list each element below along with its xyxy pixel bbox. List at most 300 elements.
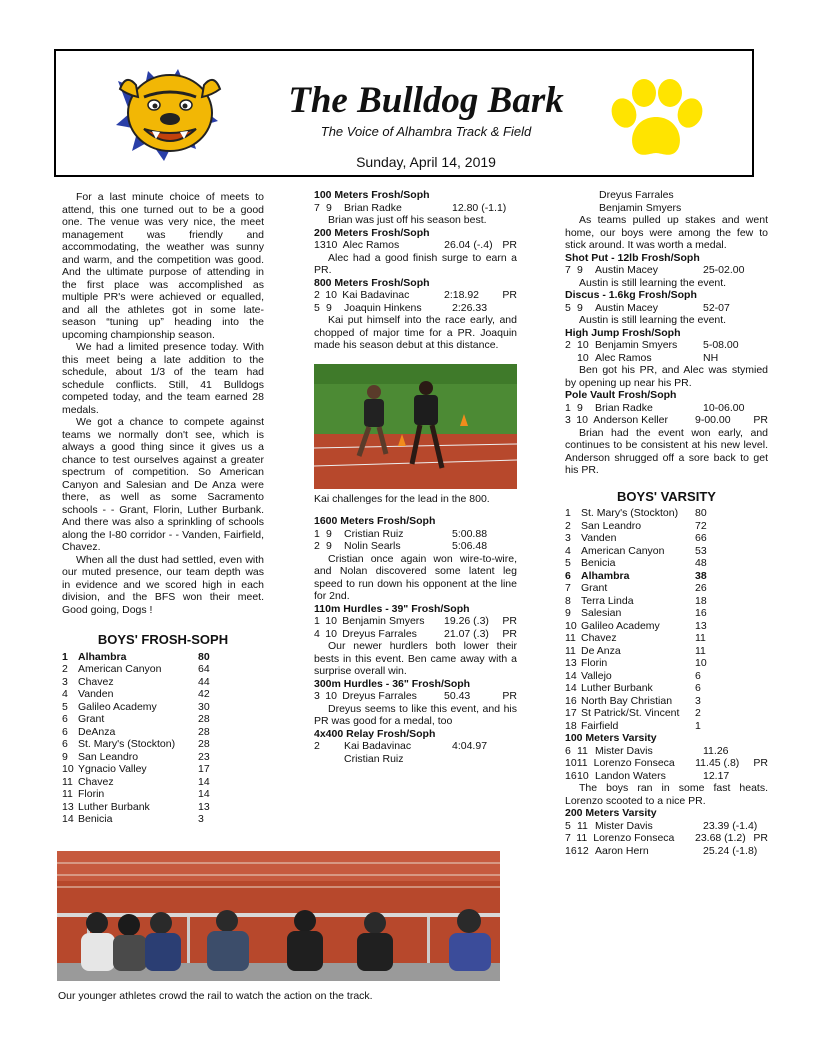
result-mark: 12.17 bbox=[703, 769, 730, 782]
standings-school: Luther Burbank bbox=[581, 682, 653, 694]
standings-points: 3 bbox=[695, 694, 701, 707]
standings-points: 6 bbox=[695, 669, 701, 682]
result-pr-flag: PR bbox=[753, 832, 768, 844]
result-athlete: Brian Radke bbox=[344, 201, 402, 214]
standings-rank: 8 bbox=[565, 594, 571, 607]
result-grade: 9 bbox=[577, 401, 583, 414]
standings-points: 26 bbox=[695, 582, 707, 594]
standings-school: San Leandro bbox=[581, 519, 642, 532]
standings-points: 3 bbox=[198, 813, 204, 825]
standings-points: 80 bbox=[198, 650, 210, 663]
standings-row bbox=[62, 788, 264, 801]
standings-rank: 7 bbox=[565, 582, 571, 594]
result-place: 7 bbox=[314, 201, 320, 214]
standings-school: Alhambra bbox=[78, 650, 127, 663]
spectators-photo-caption: Our younger athletes crowd the rail to watch the action on the track. bbox=[58, 990, 373, 1002]
result-mark bbox=[452, 753, 514, 766]
result-mark: 26.04 (-.4) bbox=[444, 239, 493, 251]
result-grade bbox=[326, 740, 344, 753]
standings-rank: 17 bbox=[565, 707, 577, 719]
result-grade: 10 bbox=[325, 289, 337, 301]
result-row bbox=[314, 628, 517, 641]
result-athlete: Alec Ramos bbox=[595, 351, 652, 364]
result-mark: 50.43 bbox=[443, 690, 471, 702]
result-grade: 10 bbox=[577, 351, 589, 364]
result-row bbox=[565, 845, 768, 858]
column-2 bbox=[314, 189, 517, 765]
event-200m-frosh-soph bbox=[314, 227, 517, 277]
event-800m-frosh-soph bbox=[314, 277, 517, 352]
standings-school: American Canyon bbox=[78, 663, 162, 675]
result-row bbox=[314, 540, 517, 553]
standings-points: 30 bbox=[198, 700, 210, 713]
result-athlete: Lorenzo Fonseca bbox=[593, 832, 675, 844]
standings-school: Fairfield bbox=[581, 719, 619, 732]
article-paragraph: When all the dust had settled, even with our muted presence, our team depth was in evidence and we scored high in each division, and the BFS won their meet. Good going, Dogs ! bbox=[62, 553, 264, 616]
result-athlete: Dreyus Farrales bbox=[342, 627, 417, 640]
standings-school: Florin bbox=[581, 657, 608, 669]
result-row bbox=[565, 757, 768, 770]
standings-points: 28 bbox=[198, 738, 210, 750]
standings-points: 72 bbox=[695, 519, 707, 532]
event-comment: Our newer hurdlers both lower their bests in this event. Ben came away with a surprise overall win. bbox=[314, 640, 517, 677]
standings-school: St Patrick/St. Vincent bbox=[581, 707, 680, 719]
standings-points: 23 bbox=[198, 750, 210, 763]
standings-school: De Anza bbox=[581, 644, 621, 657]
result-place: 1 bbox=[314, 615, 320, 627]
result-row bbox=[565, 264, 768, 277]
result-athlete: Mister Davis bbox=[595, 819, 653, 832]
standings-row bbox=[62, 738, 264, 751]
result-place: 5 bbox=[314, 301, 320, 314]
result-place: 1 bbox=[314, 527, 320, 540]
event-title: Discus - 1.6kg Frosh/Soph bbox=[565, 289, 697, 301]
standings-school: American Canyon bbox=[581, 544, 665, 557]
standings-school: North Bay Christian bbox=[581, 694, 673, 707]
standings-rank: 2 bbox=[62, 663, 68, 675]
result-athlete: Nolin Searls bbox=[344, 540, 401, 552]
standings-school: DeAnza bbox=[78, 725, 116, 738]
event-title: Shot Put - 12lb Frosh/Soph bbox=[565, 251, 700, 264]
standings-row bbox=[62, 651, 264, 664]
result-row bbox=[314, 239, 517, 252]
result-grade: 10 bbox=[577, 339, 589, 351]
standings-row bbox=[62, 726, 264, 739]
result-place: 7 bbox=[565, 832, 571, 844]
result-mark: 21.07 (.3) bbox=[443, 627, 489, 640]
race-photo-image bbox=[314, 364, 517, 489]
standings-row bbox=[62, 713, 264, 726]
result-row bbox=[565, 745, 768, 758]
standings-school: Alhambra bbox=[581, 569, 630, 582]
relay-name: Benjamin Smyers bbox=[599, 201, 682, 214]
standings-rank: 1 bbox=[62, 650, 68, 663]
result-pr-flag: PR bbox=[502, 690, 517, 702]
result-row bbox=[314, 740, 517, 753]
standings-row bbox=[565, 720, 768, 733]
result-grade: 9 bbox=[326, 301, 332, 314]
standings-points: 17 bbox=[198, 763, 210, 775]
result-place: 3 bbox=[565, 414, 571, 426]
standings-row bbox=[565, 532, 768, 545]
event-title: High Jump Frosh/Soph bbox=[565, 326, 681, 339]
standings-row bbox=[565, 670, 768, 683]
race-photo bbox=[314, 364, 517, 489]
result-athlete: Landon Waters bbox=[595, 769, 666, 782]
standings-points: 13 bbox=[695, 619, 707, 632]
standings-row bbox=[62, 751, 264, 764]
result-athlete: Benjamin Smyers bbox=[342, 615, 425, 627]
result-grade: 11 bbox=[576, 757, 588, 769]
result-mark: 25.24 (-1.8) bbox=[703, 844, 758, 857]
standings-points: 11 bbox=[695, 644, 706, 657]
article-paragraph: For a last minute choice of meets to attend, this one turned out to be a good one. The venue was very nice, the meet management was friendly and accommodating, the weather was sunny and warm, and the competition was good. And the ultimate purpose of attending in the first place was accomplished as multiple PR's were achieved or equalled, and all the athletes got in some late-season “tuning up” heading into the upcoming championship season. bbox=[62, 191, 264, 341]
standings-points: 80 bbox=[695, 507, 707, 519]
standings-school: St. Mary's (Stockton) bbox=[78, 738, 176, 750]
event-comment: Alec had a good finish surge to earn a PR. bbox=[314, 251, 517, 276]
standings-points: 66 bbox=[695, 532, 707, 544]
standings-row bbox=[565, 545, 768, 558]
result-pr-flag: PR bbox=[753, 414, 768, 426]
standings-rank: 11 bbox=[62, 788, 73, 800]
standings-rank: 11 bbox=[62, 775, 73, 788]
spectators-photo-image bbox=[57, 851, 500, 981]
result-row bbox=[565, 402, 768, 415]
standings-rank: 16 bbox=[565, 694, 577, 707]
standings-rank: 3 bbox=[565, 532, 571, 544]
standings-school: San Leandro bbox=[78, 750, 139, 763]
standings-points: 42 bbox=[198, 688, 210, 700]
standings-school: Chavez bbox=[78, 775, 114, 788]
result-grade: 9 bbox=[326, 527, 332, 540]
standings-school: Florin bbox=[78, 788, 105, 800]
standings-rank: 11 bbox=[565, 644, 576, 657]
result-athlete: Kai Badavinac bbox=[344, 740, 412, 752]
event-comment: Cristian once again won wire-to-wire, and Nolan discovered some latent leg speed to run down his opponent at the line for 2nd. bbox=[314, 552, 517, 602]
standings-rank: 18 bbox=[565, 719, 577, 732]
standings-school: Grant bbox=[581, 582, 608, 594]
result-mark: 25-02.00 bbox=[703, 264, 745, 276]
event-title: 1600 Meters Frosh/Soph bbox=[314, 515, 436, 527]
event-comment: Austin is still learning the event. bbox=[579, 314, 727, 326]
result-grade: 9 bbox=[577, 301, 583, 314]
result-place: 7 bbox=[565, 264, 571, 276]
paw-print-icon bbox=[606, 79, 706, 161]
column-1 bbox=[62, 191, 264, 826]
result-row bbox=[314, 202, 517, 215]
result-grade: 12 bbox=[577, 844, 589, 857]
event-300m-hurdles-frosh-soph bbox=[314, 678, 517, 728]
result-mark: 52-07 bbox=[703, 301, 730, 314]
standings-points: 16 bbox=[695, 607, 707, 619]
result-grade: 10 bbox=[325, 627, 337, 640]
standings-row bbox=[62, 776, 264, 789]
event-discus-frosh-soph bbox=[565, 289, 768, 327]
result-row bbox=[565, 352, 768, 365]
result-athlete: Austin Macey bbox=[595, 301, 659, 314]
result-row bbox=[565, 820, 768, 833]
result-grade bbox=[326, 753, 344, 766]
standings-school: St. Mary's (Stockton) bbox=[581, 507, 679, 519]
masthead bbox=[54, 49, 754, 177]
result-mark: NH bbox=[703, 351, 719, 364]
standings-school: Chavez bbox=[581, 632, 617, 644]
standings-points: 28 bbox=[198, 725, 210, 738]
standings-points: 1 bbox=[695, 719, 701, 732]
standings-rank: 14 bbox=[62, 813, 74, 825]
standings-rank: 14 bbox=[565, 682, 577, 694]
result-grade: 10 bbox=[577, 769, 589, 782]
result-mark: 10-06.00 bbox=[703, 401, 745, 414]
result-place bbox=[565, 352, 577, 365]
result-pr-flag: PR bbox=[502, 615, 517, 627]
result-mark: 11.26 bbox=[703, 744, 729, 757]
newsletter-subtitle: The Voice of Alhambra Track & Field bbox=[320, 124, 532, 139]
standings-school: Chavez bbox=[78, 675, 114, 688]
result-athlete: Mister Davis bbox=[595, 744, 653, 757]
standings-rank: 5 bbox=[565, 557, 571, 569]
result-mark: 5-08.00 bbox=[703, 339, 739, 351]
event-comment: Brian was just off his season best. bbox=[328, 214, 487, 226]
standings-rank: 10 bbox=[62, 763, 74, 775]
result-athlete: Benjamin Smyers bbox=[595, 339, 678, 351]
standings-row bbox=[62, 763, 264, 776]
standings-school: Luther Burbank bbox=[78, 800, 150, 813]
result-row bbox=[314, 528, 517, 541]
result-pr-flag: PR bbox=[502, 239, 517, 251]
result-place: 2 bbox=[314, 289, 320, 301]
standings-row bbox=[565, 632, 768, 645]
event-comment: The boys ran in some fast heats. Lorenzo scooted to a nice PR. bbox=[565, 782, 768, 807]
standings-school: Benicia bbox=[581, 557, 616, 569]
standings-points: 13 bbox=[198, 800, 210, 813]
frosh-soph-standings-heading: BOYS' FROSH-SOPH bbox=[97, 632, 229, 647]
event-comment: Austin is still learning the event. bbox=[579, 276, 727, 289]
standings-rank: 5 bbox=[62, 700, 68, 713]
event-title: Pole Vault Frosh/Soph bbox=[565, 389, 677, 401]
result-row bbox=[565, 414, 768, 427]
result-row bbox=[314, 289, 517, 302]
standings-school: Galileo Academy bbox=[581, 619, 660, 632]
standings-school: Terra Linda bbox=[581, 594, 634, 607]
standings-rank: 13 bbox=[62, 800, 74, 813]
event-comment: Brian had the event won early, and continues to be consistent at his new level. Anderson shrugged off a sore back to get his PR. bbox=[565, 426, 768, 476]
standings-points: 18 bbox=[695, 594, 707, 607]
standings-row bbox=[62, 663, 264, 676]
event-title: 300m Hurdles - 36" Frosh/Soph bbox=[314, 677, 471, 690]
result-mark: 4:04.97 bbox=[452, 740, 488, 752]
event-1600m-frosh-soph bbox=[314, 515, 517, 603]
result-mark: 9-00.00 bbox=[694, 414, 731, 426]
event-4x400-relay-frosh-soph bbox=[314, 728, 517, 766]
frosh-soph-standings-table bbox=[62, 651, 264, 826]
issue-date: Sunday, April 14, 2019 bbox=[356, 154, 496, 170]
event-comment: Kai put himself into the race early, and chopped of major time for a PR. Joaquin made his season debut at this distance. bbox=[314, 314, 517, 351]
result-mark: 23.39 (-1.4) bbox=[703, 819, 758, 832]
standings-row bbox=[565, 695, 768, 708]
standings-points: 11 bbox=[695, 632, 706, 644]
event-comment: Dreyus seems to like this event, and his PR was good for a medal, too bbox=[314, 702, 517, 727]
relay-comment: As teams pulled up stakes and went home, our boys were among the few to stick around. It was worth a medal. bbox=[565, 214, 768, 251]
standings-school: Vanden bbox=[78, 688, 114, 700]
result-place bbox=[314, 753, 326, 766]
standings-row bbox=[62, 813, 264, 826]
spectators-photo bbox=[57, 851, 500, 981]
article-paragraph: We had a limited presence today. With this meet being a late addition to the schedule, about 1/3 of the team had schedule conflicts. Still, 41 Bulldogs competed today, and the team earned 28 medals. bbox=[62, 341, 264, 416]
standings-points: 28 bbox=[198, 713, 210, 725]
result-place: 13 bbox=[314, 239, 326, 251]
standings-rank: 9 bbox=[565, 607, 571, 619]
standings-points: 64 bbox=[198, 663, 210, 675]
standings-school: Vanden bbox=[581, 532, 617, 544]
result-grade: 9 bbox=[326, 540, 332, 552]
standings-school: Ygnacio Valley bbox=[78, 763, 147, 775]
result-mark: 12.80 (-1.1) bbox=[452, 201, 507, 214]
event-shot-put-frosh-soph bbox=[565, 252, 768, 290]
event-100m-frosh-soph bbox=[314, 189, 517, 227]
standings-points: 10 bbox=[695, 657, 707, 669]
event-110m-hurdles-frosh-soph bbox=[314, 603, 517, 678]
standings-row bbox=[565, 595, 768, 608]
result-athlete: Cristian Ruiz bbox=[344, 527, 404, 540]
standings-row bbox=[565, 582, 768, 595]
result-pr-flag: PR bbox=[502, 289, 517, 301]
article-paragraph: We got a chance to compete against teams we normally don't see, which is always a good thing since it gives us a chance to test ourselves against a greater spectrum of competition. So American Canyon and Salesian and De Anza were there, as well as some Sacramento schools - - Grant, Florin, Luther Burbank. And there was also a sprinkling of schools along the I-80 corridor - - Vanden, Fairfield, Chavez. bbox=[62, 416, 264, 553]
result-athlete: Cristian Ruiz bbox=[344, 752, 404, 765]
standings-row bbox=[565, 520, 768, 533]
event-title: 200 Meters Varsity bbox=[565, 807, 657, 819]
standings-row bbox=[565, 507, 768, 520]
result-place: 16 bbox=[565, 769, 577, 782]
result-row bbox=[565, 770, 768, 783]
standings-rank: 6 bbox=[62, 725, 68, 738]
result-place: 2 bbox=[314, 540, 320, 552]
standings-row bbox=[565, 657, 768, 670]
standings-school: Benicia bbox=[78, 813, 113, 825]
standings-row bbox=[62, 701, 264, 714]
standings-row bbox=[565, 557, 768, 570]
result-athlete: Kai Badavinac bbox=[342, 289, 410, 301]
result-athlete: Anderson Keller bbox=[593, 414, 668, 426]
result-place: 3 bbox=[314, 690, 320, 702]
standings-row bbox=[62, 676, 264, 689]
standings-row bbox=[565, 570, 768, 583]
result-athlete: Brian Radke bbox=[595, 401, 653, 414]
result-pr-flag: PR bbox=[502, 627, 517, 640]
result-row bbox=[565, 302, 768, 315]
result-grade: 10 bbox=[325, 690, 337, 702]
standings-points: 44 bbox=[198, 675, 210, 688]
standings-rank: 14 bbox=[565, 669, 577, 682]
result-grade: 11 bbox=[577, 819, 588, 832]
event-title: 800 Meters Frosh/Soph bbox=[314, 276, 430, 289]
result-athlete: Austin Macey bbox=[595, 264, 659, 276]
race-photo-caption: Kai challenges for the lead in the 800. bbox=[314, 492, 490, 505]
result-row bbox=[314, 753, 517, 766]
result-place: 5 bbox=[565, 301, 571, 314]
standings-rank: 4 bbox=[62, 688, 68, 700]
result-place: 5 bbox=[565, 819, 571, 832]
standings-rank: 1 bbox=[565, 507, 571, 519]
standings-points: 48 bbox=[695, 557, 707, 569]
result-mark: 5:00.88 bbox=[452, 527, 488, 540]
event-title: 100 Meters Varsity bbox=[565, 732, 657, 744]
standings-row bbox=[565, 682, 768, 695]
standings-row bbox=[565, 620, 768, 633]
result-grade: 10 bbox=[576, 414, 588, 426]
result-grade: 10 bbox=[325, 615, 337, 627]
result-mark: 19.26 (.3) bbox=[443, 615, 489, 627]
varsity-standings-table bbox=[565, 507, 768, 732]
result-mark: 2:18.92 bbox=[443, 289, 480, 301]
standings-rank: 4 bbox=[565, 544, 571, 557]
result-row bbox=[314, 690, 517, 703]
standings-school: Salesian bbox=[581, 607, 622, 619]
result-grade: 11 bbox=[576, 832, 588, 844]
result-mark: 5:06.48 bbox=[452, 540, 488, 552]
result-grade: 11 bbox=[577, 744, 588, 757]
standings-points: 53 bbox=[695, 544, 707, 557]
relay-name: Dreyus Farrales bbox=[599, 189, 674, 201]
result-mark: 23.68 (1.2) bbox=[694, 832, 746, 844]
event-title: 100 Meters Frosh/Soph bbox=[314, 189, 430, 201]
result-row bbox=[314, 615, 517, 628]
standings-row bbox=[565, 707, 768, 720]
event-200m-varsity bbox=[565, 807, 768, 857]
event-100m-varsity bbox=[565, 732, 768, 807]
standings-points: 14 bbox=[198, 775, 210, 788]
result-place: 2 bbox=[565, 339, 571, 351]
result-place: 2 bbox=[314, 740, 320, 752]
standings-row bbox=[565, 607, 768, 620]
event-comment: Ben got his PR, and Alec was stymied by opening up near his PR. bbox=[565, 364, 768, 389]
standings-points: 14 bbox=[198, 788, 210, 800]
result-place: 16 bbox=[565, 844, 577, 857]
result-grade: 9 bbox=[577, 264, 583, 276]
standings-points: 38 bbox=[695, 569, 707, 582]
standings-rank: 6 bbox=[565, 569, 571, 582]
standings-rank: 3 bbox=[62, 675, 68, 688]
result-athlete: Aaron Hern bbox=[595, 844, 649, 857]
standings-rank: 2 bbox=[565, 519, 571, 532]
result-place: 1 bbox=[565, 401, 571, 414]
event-high-jump-frosh-soph bbox=[565, 327, 768, 390]
standings-school: Galileo Academy bbox=[78, 700, 157, 713]
column-3 bbox=[565, 189, 768, 857]
result-athlete: Joaquin Hinkens bbox=[344, 301, 422, 314]
standings-rank: 6 bbox=[62, 738, 68, 750]
result-athlete: Alec Ramos bbox=[342, 239, 400, 251]
result-grade: 9 bbox=[326, 201, 332, 214]
result-row bbox=[565, 339, 768, 352]
standings-rank: 13 bbox=[565, 657, 577, 669]
standings-school: Grant bbox=[78, 713, 105, 725]
standings-points: 2 bbox=[695, 707, 701, 719]
varsity-standings-heading: BOYS' VARSITY bbox=[617, 488, 716, 504]
standings-school: Vallejo bbox=[581, 669, 612, 682]
standings-rank: 9 bbox=[62, 750, 68, 763]
standings-rank: 6 bbox=[62, 713, 68, 725]
result-pr-flag: PR bbox=[753, 757, 768, 769]
newsletter-title: The Bulldog Bark bbox=[288, 80, 564, 121]
standings-row bbox=[62, 688, 264, 701]
event-title: 4x400 Relay Frosh/Soph bbox=[314, 727, 436, 740]
result-mark: 11.45 (.8) bbox=[695, 757, 740, 769]
result-row bbox=[565, 832, 768, 845]
result-place: 6 bbox=[565, 744, 571, 757]
result-mark: 2:26.33 bbox=[452, 301, 488, 314]
result-row bbox=[314, 302, 517, 315]
